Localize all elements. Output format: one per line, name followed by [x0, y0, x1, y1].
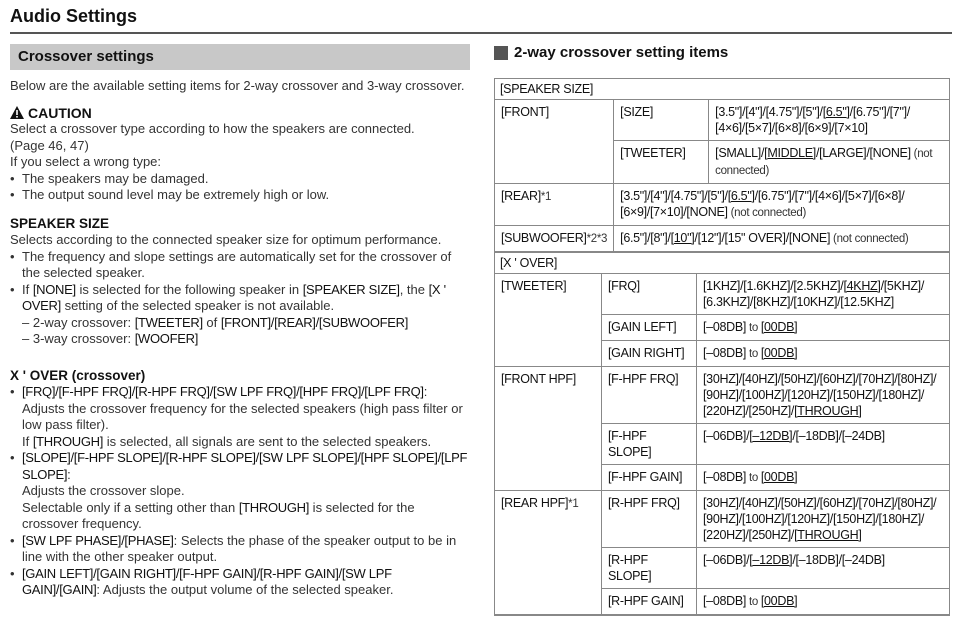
xover-list	[10, 384, 470, 599]
item-label: [R-HPF FRQ]	[602, 491, 697, 548]
item-values: [–08DB] to [00DB]	[697, 589, 950, 615]
item-values: [1KHZ]/[1.6KHZ]/[2.5KHZ]/[4KHZ]/[5KHZ]/ [6.3KHZ]/[8KHZ]/[10KHZ]/[12.5KHZ]	[697, 274, 950, 315]
item-label: [R-HPF GAIN]	[602, 589, 697, 615]
table-row	[495, 184, 949, 226]
list-item: • If [NONE] is selected for the following speaker in [SPEAKER SIZE], the [X ' OVER] setting of the selected speaker is not available.	[10, 282, 470, 315]
item-label: [R-HPF SLOPE]	[602, 548, 697, 589]
caution-text	[10, 121, 470, 204]
item-values: [–08DB] to [00DB]	[697, 341, 950, 367]
table-row	[495, 100, 949, 141]
item-label: [TWEETER]	[614, 141, 709, 184]
table-heading	[494, 44, 728, 61]
xover-group	[495, 253, 950, 616]
item-label: [GAIN RIGHT]	[602, 341, 697, 367]
item-values: [3.5"]/[4"]/[4.75"]/[5"]/[6.5"]/[6.75"]/[7"]/[4×6]/[5×7]/[6×8]/ [6×9]/[7×10]/[NONE] (not connected)	[614, 184, 949, 226]
speaker-size-desc: Selects according to the connected speaker size for optimum performance.	[10, 232, 442, 247]
list-item: • [SW LPF PHASE]/[PHASE]: Selects the phase of the speaker output to be in line with the other speaker output.	[10, 533, 470, 566]
caution-line: If you select a wrong type:	[10, 154, 162, 169]
list-item: – 2-way crossover: [TWEETER] of [FRONT]/[REAR]/[SUBWOOFER]	[22, 314, 409, 330]
table-row	[495, 367, 949, 424]
crossover-table	[494, 78, 950, 616]
item-label: [GAIN LEFT]	[602, 315, 697, 341]
item-values: [30HZ]/[40HZ]/[50HZ]/[60HZ]/[70HZ]/[80HZ]/ [90HZ]/[100HZ]/[120HZ]/[150HZ]/[180HZ]/ [220HZ]/[250HZ]/[THROUGH]	[697, 367, 950, 424]
section-title: Crossover settings	[10, 44, 470, 70]
speaker-size-rows	[495, 99, 949, 252]
item-label: [F-HPF SLOPE]	[602, 424, 697, 465]
table-row	[495, 226, 949, 252]
item-label: [FRQ]	[602, 274, 697, 315]
row-label: [SUBWOOFER]*2*3	[495, 226, 614, 252]
left-column	[10, 44, 470, 599]
list-item: • [GAIN LEFT]/[GAIN RIGHT]/[F-HPF GAIN]/[R-HPF GAIN]/[SW LPF GAIN]/[GAIN]: Adjusts the output volume of the selected speaker.	[10, 566, 470, 599]
caution-page-ref: (Page 46, 47)	[10, 137, 89, 153]
caution-title: CAUTION	[28, 104, 92, 121]
list-item: • [FRQ]/[F-HPF FRQ]/[R-HPF FRQ]/[SW LPF FRQ]/[HPF FRQ]/[LPF FRQ]: Adjusts the crossover frequency for the selected speakers (high pass filter or low pass filter). If [THROUGH] is selected, all signals are sent to the selected speakers.	[10, 384, 470, 450]
list-item: • The frequency and slope settings are automatically set for the crossover of the selected speaker.	[10, 249, 470, 282]
xover-heading: X ' OVER (crossover)	[10, 367, 146, 383]
row-label: [REAR]*1	[495, 184, 614, 226]
list-item: • [SLOPE]/[F-HPF SLOPE]/[R-HPF SLOPE]/[SW LPF SLOPE]/[HPF SLOPE]/[LPF SLOPE]: Adjusts the crossover slope. Selectable only if a setting other than [THROUGH] is selected for the crossover frequency.	[10, 450, 470, 533]
group-label: [SPEAKER SIZE]	[500, 82, 594, 96]
page-title: Audio Settings	[10, 6, 137, 26]
xover-rows	[495, 273, 949, 615]
intro-text: Below are the available setting items for 2-way crossover and 3-way crossover.	[10, 78, 465, 93]
item-values: [30HZ]/[40HZ]/[50HZ]/[60HZ]/[70HZ]/[80HZ]/ [90HZ]/[100HZ]/[120HZ]/[150HZ]/[180HZ]/ [220HZ]/[250HZ]/[THROUGH]	[697, 491, 950, 548]
table-row	[495, 491, 949, 548]
list-item: • The output sound level may be extremely high or low.	[10, 187, 470, 204]
list-item: • The speakers may be damaged.	[10, 171, 470, 188]
warning-icon	[10, 106, 24, 119]
speaker-size-group	[495, 79, 950, 253]
item-values: [SMALL]/[MIDDLE]/[LARGE]/[NONE] (not connected)	[709, 141, 949, 184]
item-label: [SIZE]	[614, 100, 709, 141]
caution-line: Select a crossover type according to how the speakers are connected.	[10, 121, 415, 136]
table-heading-text: 2-way crossover setting items	[514, 44, 729, 61]
item-values: [6.5"]/[8"]/[10"]/[12"]/[15" OVER]/[NONE] (not connected)	[614, 226, 949, 252]
item-label: [F-HPF FRQ]	[602, 367, 697, 424]
table-row	[495, 274, 949, 315]
item-values: [–06DB]/[–12DB]/[–18DB]/[–24DB]	[697, 424, 950, 465]
caution-list	[10, 171, 470, 204]
group-label: [X ' OVER]	[500, 256, 558, 270]
item-values: [–06DB]/[–12DB]/[–18DB]/[–24DB]	[697, 548, 950, 589]
item-values: [–08DB] to [00DB]	[697, 315, 950, 341]
square-bullet-icon	[494, 46, 508, 60]
item-values: [–08DB] to [00DB]	[697, 465, 950, 491]
row-label: [FRONT]	[495, 100, 614, 184]
speaker-size-heading: SPEAKER SIZE	[10, 215, 110, 231]
row-label: [FRONT HPF]	[495, 367, 602, 491]
row-label: [REAR HPF]*1	[495, 491, 602, 615]
speaker-size-list	[10, 249, 470, 315]
caution-heading	[10, 105, 470, 122]
row-label: [TWEETER]	[495, 274, 602, 367]
title-divider	[10, 32, 952, 34]
item-label: [F-HPF GAIN]	[602, 465, 697, 491]
list-item: – 3-way crossover: [WOOFER]	[22, 331, 199, 346]
item-values: [3.5"]/[4"]/[4.75"]/[5"]/[6.5"]/[6.75"]/[7"]/ [4×6]/[5×7]/[6×8]/[6×9]/[7×10]	[709, 100, 949, 141]
